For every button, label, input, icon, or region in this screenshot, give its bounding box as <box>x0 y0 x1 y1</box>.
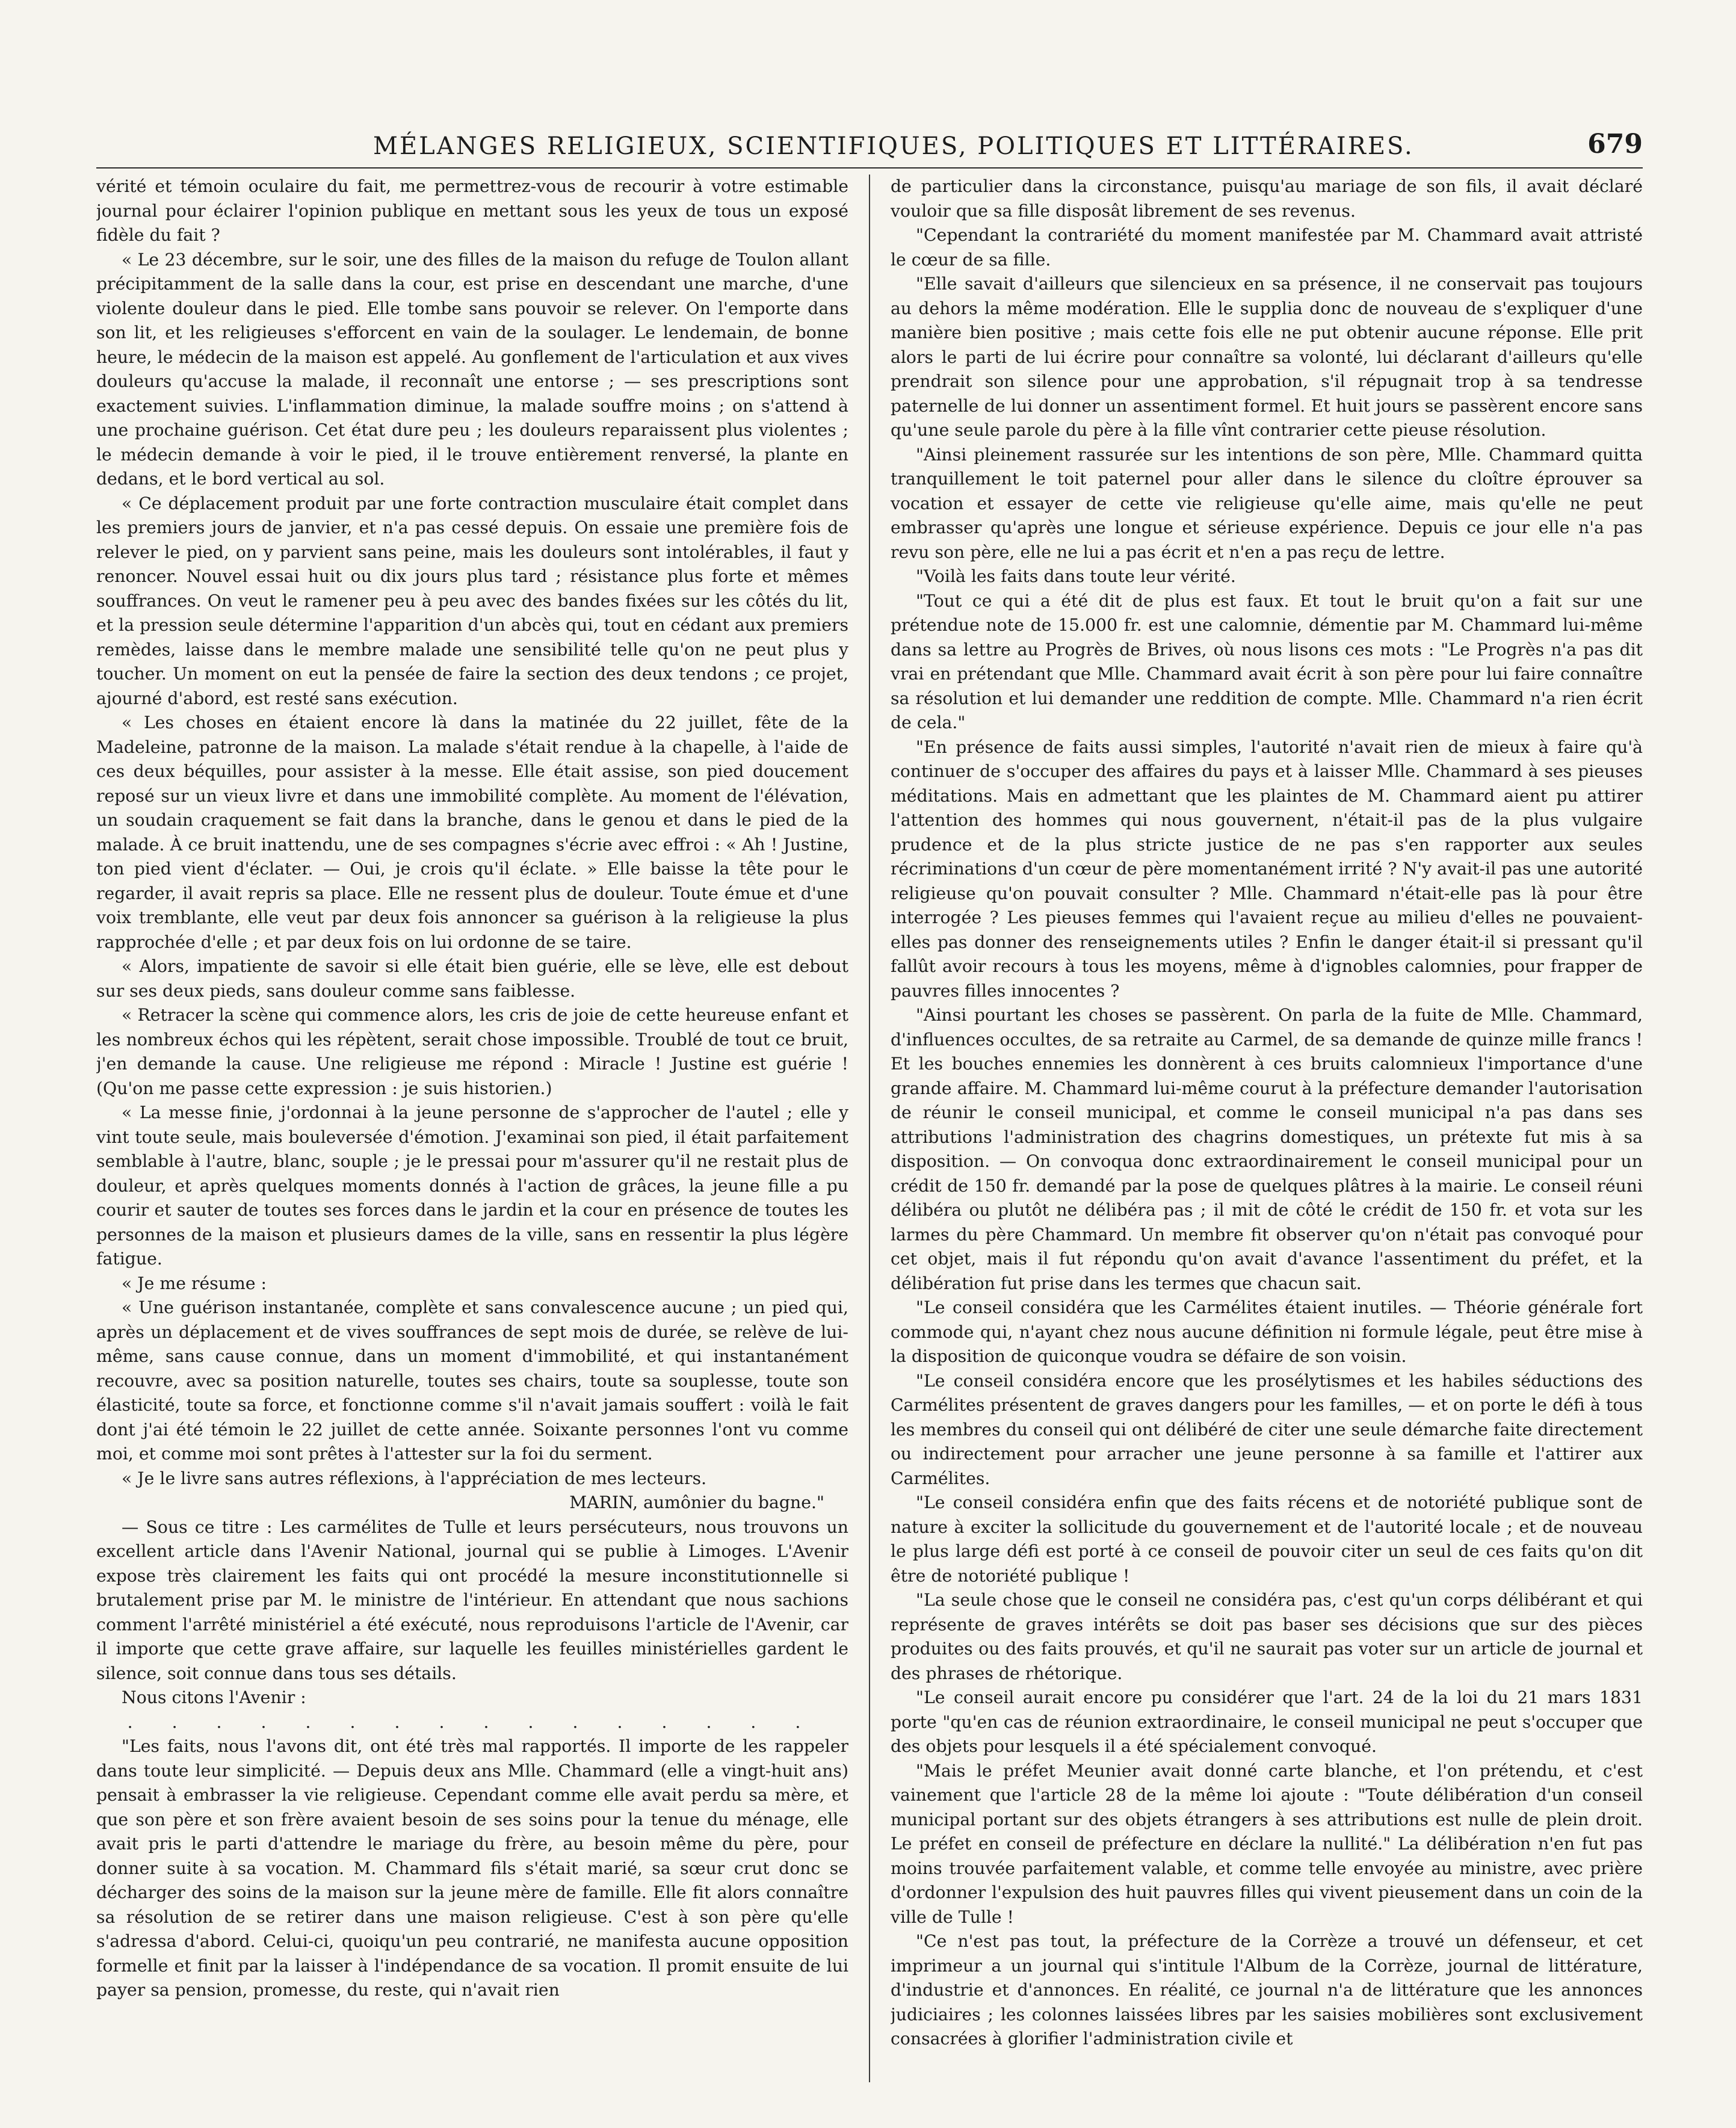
paragraph: vérité et témoin oculaire du fait, me permettrez-vous de recourir à votre estimable journal pour éclairer l'opinion publique en mettant sous les yeux de tous un exposé fidèle du fait ? <box>96 176 848 245</box>
right-column <box>891 175 1643 2082</box>
left-column <box>96 175 848 2082</box>
running-title: MÉLANGES RELIGIEUX, SCIENTIFIQUES, POLITIQUES ET LITTÉRAIRES. <box>373 132 1414 160</box>
paragraph: "Ce n'est pas tout, la préfecture de la Corrèze a trouvé un défenseur, et cet imprimeur a un journal qui s'intitule l'Album de la Corrèze, journal de littérature, d'industrie et d'annonces. En réalité, ce journal n'a de littérature que les annonces judiciaires ; les colonnes laissées libres par les saisies mobilières sont exclusivement consacrées à glorifier l'administration civile et <box>891 1931 1643 2049</box>
paragraph: Nous citons l'Avenir : <box>122 1687 306 1707</box>
paragraph: "En présence de faits aussi simples, l'autorité n'avait rien de mieux à faire qu'à continuer de s'occuper des affaires du pays et à laisser Mlle. Chammard à ses pieuses méditations. Mais en admettant que les plaintes de M. Chammard aient pu attirer l'attention des hommes qui nous gouvernent, n'était-il pas de la plus vulgaire prudence et de la plus stricte justice de ne pas s'en rapporter aux seules récriminations d'un cœur de père momentanément irrité ? N'y avait-il pas une autorité religieuse qu'on pouvait consulter ? Mlle. Chammard n'était-elle pas là pour être interrogée ? Les pieuses femmes qui l'avaient reçue au milieu d'elles ne pouvaient-elles pas donner des renseignements utiles ? Enfin le danger était-il si pressant qu'il fallût avoir recours à tous les moyens, même à d'ignobles calomnies, pour frapper de pauvres filles innocentes ? <box>891 737 1643 1001</box>
paragraph: « Retracer la scène qui commence alors, les cris de joie de cette heureuse enfant et les nombreux échos qui les répètent, serait chose impossible. Troublé de tout ce bruit, j'en demande la cause. Une religieuse me répond : Miracle ! Justine est guérie ! (Qu'on me passe cette expression : je suis historien.) <box>96 1005 848 1098</box>
ellipsis-dots: . . . . . . . . . . . . . . . . <box>127 1712 818 1732</box>
paragraph: "Voilà les faits dans toute leur vérité. <box>916 566 1236 586</box>
paragraph: « Alors, impatiente de savoir si elle était bien guérie, elle se lève, elle est debout sur ses deux pieds, sans douleur comme sans faiblesse. <box>96 956 848 1001</box>
header-rule <box>96 167 1643 169</box>
paragraph: "Le conseil aurait encore pu considérer que l'art. 24 de la loi du 21 mars 1831 porte "qu'en cas de réunion extraordinaire, le conseil municipal ne peut s'occuper que des objets pour lesquels il a été spécialement convoqué. <box>891 1687 1643 1756</box>
paragraph: « Le 23 décembre, sur le soir, une des filles de la maison du refuge de Toulon allant précipitamment de la salle dans la cour, est prise en descendant une marche, d'une violente douleur dans le pied. Elle tombe sans pouvoir se relever. On l'emporte dans son lit, et les religieuses s'efforcent en vain de la soulager. Le lendemain, de bonne heure, le médecin de la maison est appelé. Au gonflement de l'articulation et aux vives douleurs qu'accuse la malade, il reconnaît une entorse ; — ses prescriptions sont exactement suivies. L'inflammation diminue, la malade souffre moins ; on s'attend à une prochaine guérison. Cet état dure peu ; les douleurs reparaissent plus violentes ; le médecin demande à voir le pied, il le trouve entièrement renversé, la plante en dedans, et le bord vertical au sol. <box>96 249 848 489</box>
paragraph: "Le conseil considéra enfin que des faits récens et de notoriété publique sont de nature à exciter la sollicitude du gouvernement et de l'autorité locale ; et de nouveau le plus large défi est porté à ce conseil de pouvoir citer un seul de ces faits qu'on dit être de notoriété publique ! <box>891 1492 1643 1586</box>
paragraph: « Ce déplacement produit par une forte contraction musculaire était complet dans les premiers jours de janvier, et n'a pas cessé depuis. On essaie une première fois de relever le pied, on y parvient sans peine, mais les douleurs sont intolérables, il faut y renoncer. Nouvel essai huit ou dix jours plus tard ; résistance plus forte et mêmes souffrances. On veut le ramener peu à peu avec des bandes fixées sur les côtés du lit, et la pression seule détermine l'apparition d'un abcès qui, tout en cédant aux premiers remèdes, laisse dans le membre malade une sensibilité telle qu'on ne peut plus y toucher. Un moment on eut la pensée de faire la section des deux tendons ; ce projet, ajourné d'abord, est resté sans exécution. <box>96 493 848 708</box>
paragraph: "Le conseil considéra encore que les prosélytismes et les habiles séductions des Carmélites présentent de graves dangers pour les familles, — et on porte le défi à tous les membres du conseil qui ont délibéré de citer une seule démarche faite directement ou indirectement pour arracher une jeune personne à sa famille et l'attirer aux Carmélites. <box>891 1370 1643 1488</box>
newspaper-page <box>96 126 1643 2088</box>
paragraph: de particulier dans la circonstance, puisqu'au mariage de son fils, il avait déclaré vouloir que sa fille disposât librement de ses revenus. <box>891 176 1643 221</box>
column-divider <box>869 175 870 2082</box>
paragraph: "Ainsi pourtant les choses se passèrent. On parla de la fuite de Mlle. Chammard, d'influences occultes, de sa retraite au Carmel, de sa demande de quinze mille francs ! Et les bouches ennemies les donnèrent à ces bruits calomnieux l'importance d'une grande affaire. M. Chammard lui-même courut à la préfecture demander l'autorisation de réunir le conseil municipal, et comme le conseil municipal n'a pas dans ses attributions l'administration des chagrins domestiques, un prétexte fut mis à sa disposition. — On convoqua donc extraordinairement le conseil municipal pour un crédit de 150 fr. demandé par la pose de quelques plâtres à la mairie. Le conseil réuni délibéra ou plutôt ne délibéra pas ; il mit de côté le crédit de 150 fr. et vota sur les larmes du père Chammard. Un membre fit observer qu'on n'était pas convoqué pour cet objet, mais il fut répondu qu'on avait d'avance l'assentiment du préfet, et la délibération fut prise dans les termes que chacun sait. <box>891 1005 1643 1293</box>
paragraph: "Tout ce qui a été dit de plus est faux. Et tout le bruit qu'on a fait sur une prétendue note de 15.000 fr. est une calomnie, démentie par M. Chammard lui-même dans sa lettre au Progrès de Brives, où nous lisons ces mots : "Le Progrès n'a pas dit vrai en prétendant que Mlle. Chammard avait écrit à son père pour lui faire connaître sa résolution et lui demander une reddition de compte. Mlle. Chammard n'a rien écrit de cela." <box>891 590 1643 732</box>
page-header <box>96 126 1643 169</box>
paragraph: "Les faits, nous l'avons dit, ont été très mal rapportés. Il importe de les rappeler dans toute leur simplicité. — Depuis deux ans Mlle. Chammard (elle a vingt-huit ans) pensait à embrasser la vie religieuse. Cependant comme elle avait perdu sa mère, et que son père et son frère avaient besoin de ses soins pour la tenue du ménage, elle avait pris le parti d'attendre le mariage du frère, au besoin même du père, pour donner suite à sa vocation. M. Chammard fils s'était marié, sa sœur crut donc se décharger des soins de la maison sur la jeune mère de famille. Elle fit alors connaître sa résolution de se retirer dans une maison religieuse. C'est à son père qu'elle s'adressa d'abord. Celui-ci, quoiqu'un peu contrarié, ne manifesta aucune opposition formelle et finit par la laisser à l'indépendance de sa vocation. Il promit ensuite de lui payer sa pension, promesse, du reste, qui n'avait rien <box>96 1736 848 2000</box>
page-number: 679 <box>1587 129 1643 159</box>
paragraph: « Une guérison instantanée, complète et sans convalescence aucune ; un pied qui, après un déplacement et de vives souffrances de sept mois de durée, se relève de lui-même, sans cause connue, dans un moment d'immobilité, et qui instantanément recouvre, avec sa position naturelle, toutes ses chairs, toute sa souplesse, toute son élasticité, toute sa force, et fonctionne comme s'il n'avait jamais souffert : voilà le fait dont j'ai été témoin le 22 juillet de cette année. Soixante personnes l'ont vu comme moi, et comme moi sont prêtes à l'attester sur la foi du serment. <box>96 1298 848 1464</box>
paragraph: "Mais le préfet Meunier avait donné carte blanche, et l'on prétendu, et c'est vainement que l'article 28 de la même loi ajoute : "Toute délibération d'un conseil municipal portant sur des objets étrangers à ses attributions est nulle de plein droit. Le préfet en conseil de préfecture en déclare la nullité." La délibération n'en fut pas moins trouvée parfaitement valable, et comme telle envoyée au ministre, avec prière d'ordonner l'expulsion des huit pauvres filles qui vivent pieusement dans un coin de la ville de Tulle ! <box>891 1760 1643 1927</box>
paragraph: « Je le livre sans autres réflexions, à l'appréciation de mes lecteurs. <box>122 1468 707 1488</box>
paragraph: "Cependant la contrariété du moment manifestée par M. Chammard avait attristé le cœur de sa fille. <box>891 225 1643 270</box>
paragraph: "Elle savait d'ailleurs que silencieux en sa présence, il ne conservait pas toujours au dehors la même modération. Elle le supplia donc de nouveau de s'expliquer d'une manière bien positive ; mais cette fois elle ne put obtenir aucune réponse. Elle prit alors le parti de lui écrire pour connaître sa volonté, lui déclarant d'ailleurs qu'elle prendrait son silence pour une approbation, s'il répugnait trop à sa tendresse paternelle de lui donner un assentiment formel. Et huit jours se passèrent encore sans qu'une seule parole du père à la fille vînt contrarier cette pieuse résolution. <box>891 274 1643 440</box>
signature: MARIN, aumônier du bagne." <box>569 1492 824 1512</box>
paragraph: « Les choses en étaient encore là dans la matinée du 22 juillet, fête de la Madeleine, patronne de la maison. La malade s'était rendue à la chapelle, à l'aide de ces deux béquilles, pour assister à la messe. Elle était assise, son pied doucement reposé sur un vieux livre et dans une immobilité complète. Au moment de l'élévation, un soudain craquement se fait dans la branche, dans le genou et dans le pied de la malade. À ce bruit inattendu, une de ses compagnes s'écrie avec effroi : « Ah ! Justine, ton pied vient d'éclater. — Oui, je crois qu'il éclate. » Elle baisse la tête pour le regarder, il avait repris sa place. Elle ne ressent plus de douleur. Toute émue et d'une voix tremblante, elle veut par deux fois annoncer sa guérison à la religieuse la plus rapprochée d'elle ; et par deux fois on lui ordonne de se taire. <box>96 713 848 952</box>
paragraph: "Le conseil considéra que les Carmélites étaient inutiles. — Théorie générale fort commode qui, n'ayant chez nous aucune définition ni formule légale, peut être mise à la disposition de quiconque voudra se défaire de son voisin. <box>891 1298 1643 1366</box>
paragraph: « La messe finie, j'ordonnai à la jeune personne de s'approcher de l'autel ; elle y vint toute seule, mais bouleversée d'émotion. J'examinai son pied, il était parfaitement semblable à l'autre, blanc, souple ; je le pressai pour m'assurer qu'il ne restait plus de douleur, et après quelques moments donnés à l'action de grâces, la jeune fille a pu courir et sauter de toutes ses forces dans le jardin et la cour en présence de toutes les personnes de la maison et plusieurs dames de la ville, sans en ressentir la plus légère fatigue. <box>96 1103 848 1269</box>
paragraph: "Ainsi pleinement rassurée sur les intentions de son père, Mlle. Chammard quitta tranquillement le toit paternel pour aller dans le silence du cloître éprouver sa vocation et essayer de cette vie religieuse qu'elle aime, mais qu'elle ne peut embrasser qu'après une longue et sérieuse expérience. Depuis ce jour elle n'a pas revu son père, elle ne lui a pas écrit et n'en a pas reçu de lettre. <box>891 444 1643 562</box>
paragraph: — Sous ce titre : Les carmélites de Tulle et leurs persécuteurs, nous trouvons un excellent article dans l'Avenir National, journal qui se publie à Limoges. L'Avenir expose très clairement les faits qui ont procédé la mesure inconstitutionnelle si brutalement prise par M. le ministre de l'intérieur. En attendant que nous sachions comment l'arrêté ministériel a été exécuté, nous reproduisons l'article de l'Avenir, car il importe que cette grave affaire, sur laquelle les feuilles ministérielles gardent le silence, soit connue dans tous ses détails. <box>96 1517 848 1683</box>
paragraph: « Je me résume : <box>122 1273 267 1293</box>
paragraph: "La seule chose que le conseil ne considéra pas, c'est qu'un corps délibérant et qui représente de graves intérêts se doit pas baser ses décisions que sur des pièces produites ou des faits prouvés, et qu'il ne saurait pas voter sur un article de journal et des phrases de rhétorique. <box>891 1590 1643 1683</box>
